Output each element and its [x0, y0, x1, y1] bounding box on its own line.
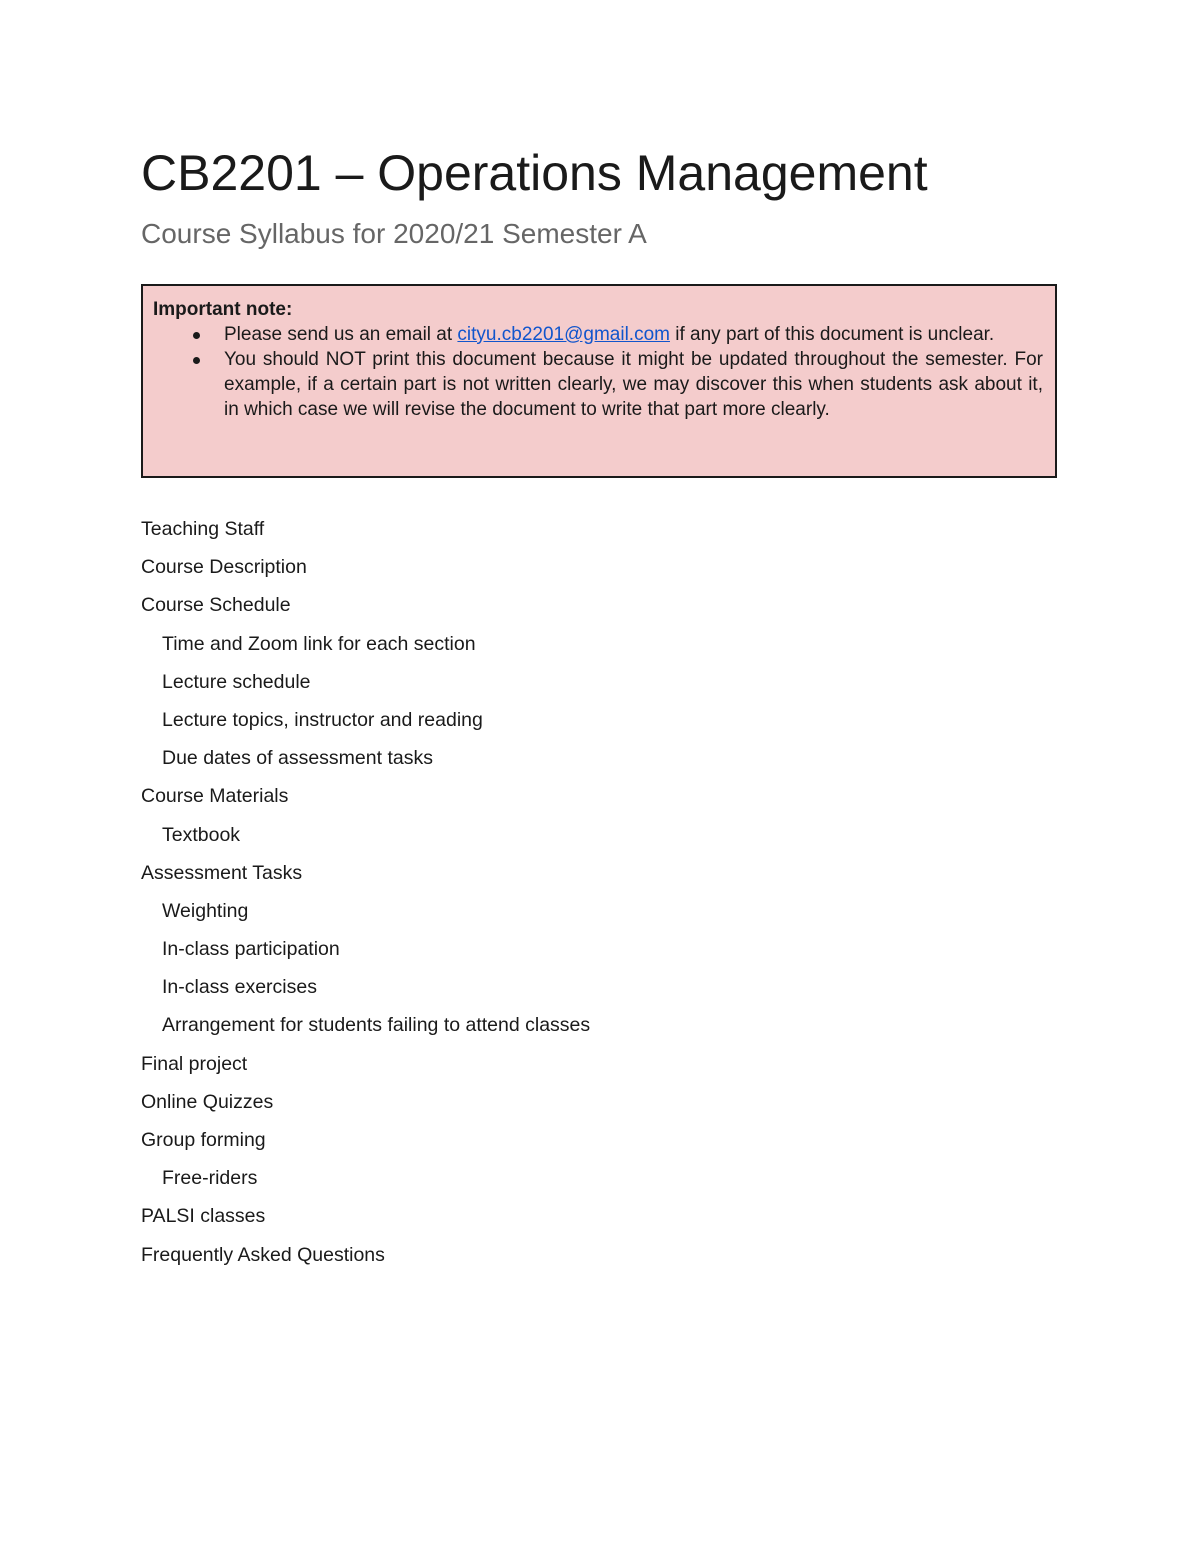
toc-item[interactable]: Arrangement for students failing to attend classes [162, 1014, 591, 1037]
important-note-heading: Important note: [153, 299, 293, 320]
bullet-icon [193, 357, 200, 364]
toc-item[interactable]: Lecture schedule [162, 670, 311, 693]
toc-item[interactable]: Course Materials [141, 785, 289, 808]
toc-item[interactable]: Course Schedule [141, 594, 291, 617]
bullet-icon [193, 332, 200, 339]
note-item-email-text-after: if any part of this document is unclear. [669, 324, 995, 345]
document-title: CB2201 – Operations Management [141, 145, 928, 201]
note-item-email [153, 322, 1043, 347]
note-item-no-print [153, 347, 1043, 422]
note-item-email-text-before: Please send us an email at [224, 324, 458, 345]
toc-item[interactable]: Due dates of assessment tasks [162, 747, 433, 770]
email-link[interactable]: cityu.cb2201@gmail.com [457, 324, 670, 345]
toc-item[interactable]: Weighting [162, 899, 249, 922]
important-note-box [141, 284, 1057, 478]
toc-item[interactable]: Textbook [162, 823, 241, 846]
note-item-no-print-text: You should NOT print this document because it might be updated throughout the semester. For example, if a certain part is not written clearly, we may discover this when students ask about it, in which case we will revise the document to write that part more clearly. [224, 349, 1043, 420]
document-subtitle: Course Syllabus for 2020/21 Semester A [141, 218, 647, 249]
toc-item[interactable]: Frequently Asked Questions [141, 1243, 385, 1266]
toc-item[interactable]: Time and Zoom link for each section [162, 632, 476, 655]
toc-item[interactable]: Lecture topics, instructor and reading [162, 708, 483, 731]
toc-item[interactable]: In-class exercises [162, 976, 317, 999]
toc-item[interactable]: Course Description [141, 556, 307, 579]
toc-item[interactable]: PALSI classes [141, 1205, 266, 1228]
toc-item[interactable]: Group forming [141, 1129, 266, 1151]
important-note-list [153, 322, 1043, 422]
toc-item[interactable]: Assessment Tasks [141, 861, 303, 884]
toc-item[interactable]: Teaching Staff [141, 518, 265, 540]
toc-item[interactable]: Online Quizzes [141, 1090, 274, 1113]
toc-item[interactable]: Free-riders [162, 1167, 258, 1190]
table-of-contents [141, 510, 590, 1274]
toc-item[interactable]: In-class participation [162, 938, 340, 961]
toc-item[interactable]: Final project [141, 1052, 248, 1075]
